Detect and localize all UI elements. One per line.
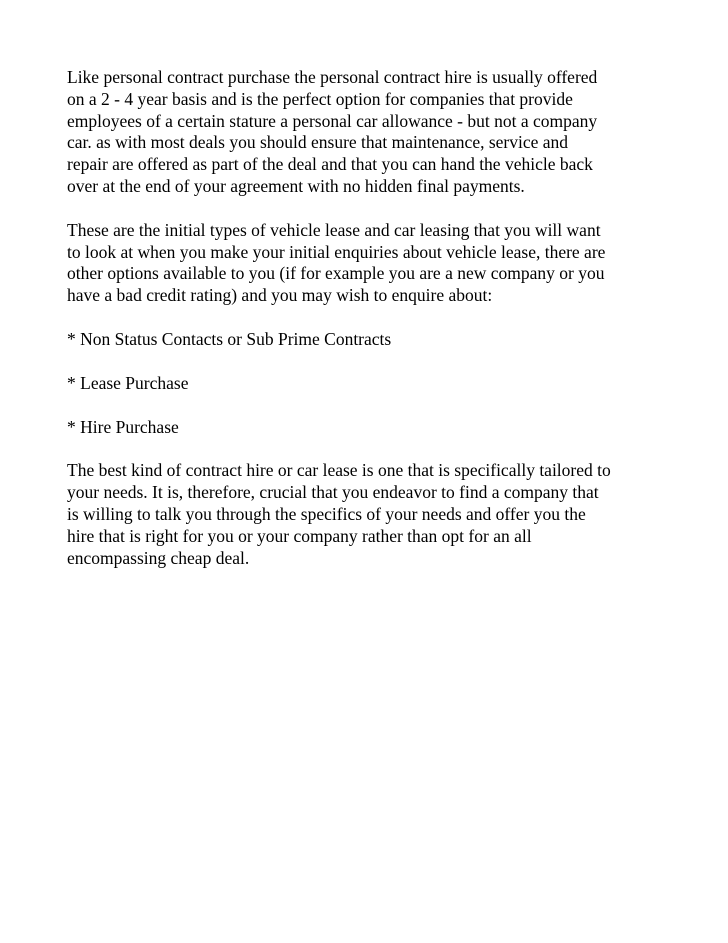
document-page	[67, 67, 667, 591]
bullet-lease-purchase: * Lease Purchase	[67, 372, 189, 393]
bullet-non-status: * Non Status Contacts or Sub Prime Contracts	[67, 328, 392, 349]
bullet-hire-purchase: * Hire Purchase	[67, 416, 179, 437]
paragraph-lease-types: These are the initial types of vehicle lease and car leasing that you will want to look at when you make your initial enquiries about vehicle lease, there are other options available to you (if for example you are a new company or you have a bad credit rating) and you may wish to enquire about:	[67, 219, 606, 306]
paragraph-contract-hire: Like personal contract purchase the personal contract hire is usually offered on a 2 - 4 year basis and is the perfect option for companies that provide employees of a certain stature a personal car allowance - but not a company car. as with most deals you should ensure that maintenance, service and repair are offered as part of the deal and that you can hand the vehicle back over at the end of your agreement with no hidden final payments.	[67, 67, 598, 196]
paragraph-best-contract: The best kind of contract hire or car lease is one that is specifically tailored to your needs. It is, therefore, crucial that you endeavor to find a company that is willing to talk you through the specifics of your needs and offer you the hire that is right for you or your company rather than opt for an all encompassing cheap deal.	[67, 460, 611, 568]
